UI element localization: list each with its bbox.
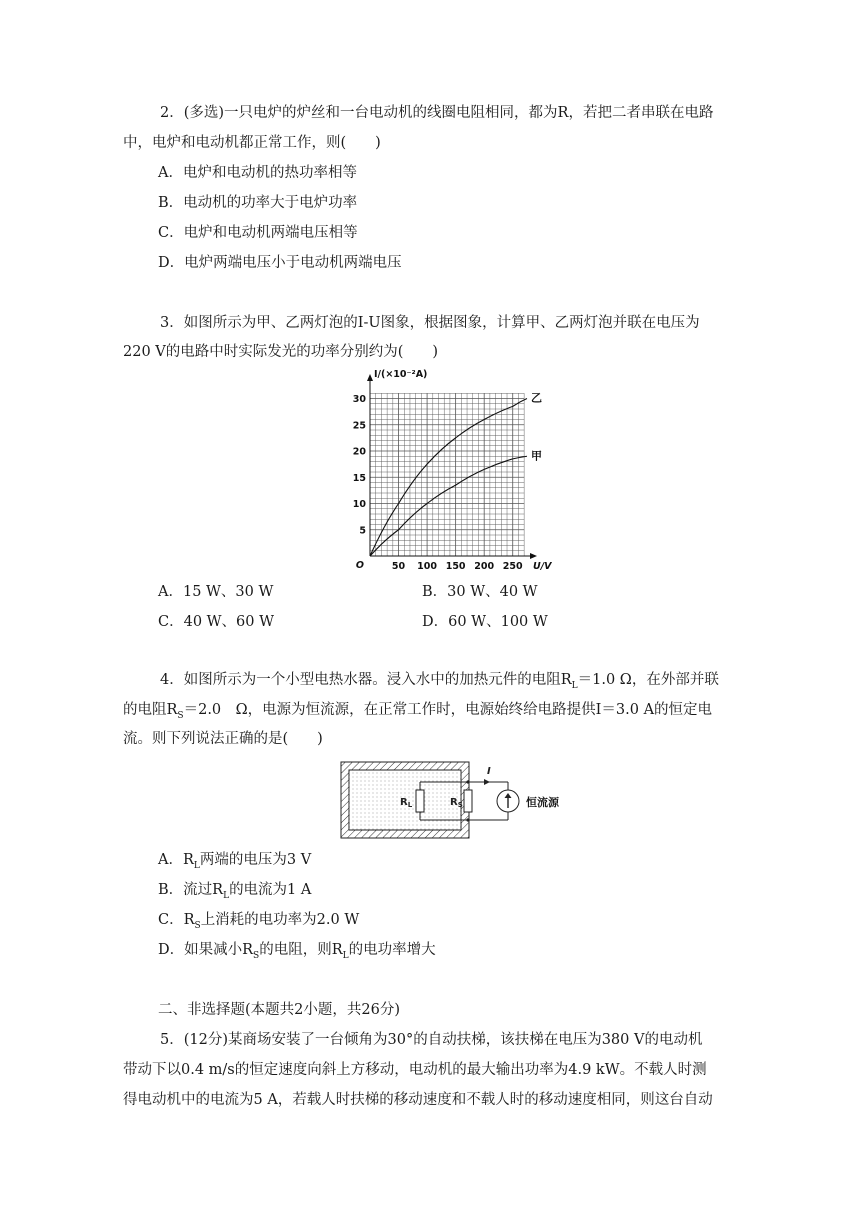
origin-label: O (355, 560, 364, 571)
q3-line1: 3．如图所示为甲、乙两灯泡的I-U图象，根据图象，计算甲、乙两灯泡并联在电压为 (160, 315, 700, 331)
chart-grid (370, 393, 524, 556)
q5-line3: 得电动机中的电流为5 A，若载人时扶梯的移动速度和不载人时的移动速度相同，则这台自动 (123, 1092, 713, 1108)
q2-option-a: A．电炉和电动机的热功率相等 (158, 165, 357, 181)
q5-line2: 带动下以0.4 m/s的恒定速度向斜上方移动，电动机的最大输出功率为4.9 kW。不载人时测 (123, 1062, 707, 1078)
water-heater-figure (340, 760, 559, 850)
q3-line2: 220 V的电路中时实际发光的功率分别约为( ) (123, 344, 439, 360)
resistor-rl (416, 790, 424, 812)
y-axis-label: I/(×10⁻²A) (374, 369, 428, 380)
y-tick-label: 15 (352, 472, 366, 484)
water-heater-svg (340, 760, 530, 850)
x-tick-label: 50 (391, 561, 406, 572)
q2-line2: 中，电炉和电动机都正常工作，则( ) (123, 135, 381, 151)
q4-option-b: B．流过$R_L$的电流为1 A (158, 882, 312, 901)
q3-option-c: C．40 W、60 W (158, 614, 275, 630)
q2-option-d: D．电炉两端电压小于电动机两端电压 (158, 255, 402, 271)
q4-option-a: A．$R_L$两端的电压为3 V (158, 852, 312, 871)
x-tick-label: 100 (417, 561, 438, 572)
q4-line3: 流。则下列说法正确的是( ) (123, 731, 323, 747)
q2-option-b: B．电动机的功率大于电炉功率 (158, 195, 358, 211)
series-label-1: 甲 (531, 449, 542, 463)
chart-axes (367, 374, 537, 559)
y-tick-label: 20 (352, 446, 366, 458)
q2-line1: 2．(多选)一只电炉的炉丝和一台电动机的线圈电阻相同，都为R，若把二者串联在电路 (160, 105, 714, 121)
y-tick-label: 25 (352, 420, 366, 432)
x-tick-label: 150 (445, 561, 466, 572)
series-label-0: 乙 (531, 391, 542, 405)
y-axis-arrow-icon (367, 374, 373, 381)
current-arrow-icon (484, 779, 490, 785)
q4-line2: 的电阻$R_S=2.0$ Ω，电源为恒流源，在正常工作时，电源始终给电路提供I＝3.0 A的恒定电 (123, 702, 713, 721)
y-tick-label: 10 (352, 499, 366, 510)
section-heading: 二、非选择题(本题共2小题，共26分) (158, 1002, 400, 1018)
q4-line1: 4．如图所示为一个小型电热水器。浸入水中的加热元件的电阻$R_L=1.0$ Ω，在外部并联 (160, 672, 719, 691)
source-label: 恒流源 (526, 796, 559, 809)
q3-option-a: A．15 W、30 W (158, 584, 274, 600)
y-tick-label: 5 (359, 525, 366, 537)
q4-option-c: C．$R_S$上消耗的电功率为2.0 W (158, 912, 360, 931)
q3-option-b: B．30 W、40 W (422, 584, 538, 600)
q4-option-d: D．如果减小$R_S$的电阻，则$R_L$的电功率增大 (158, 942, 436, 961)
x-axis-arrow-icon (530, 553, 537, 559)
q2-option-c: C．电炉和电动机两端电压相等 (158, 225, 358, 241)
q5-line1: 5．(12分)某商场安装了一台倾角为30°的自动扶梯，该扶梯在电压为380 V的电动机 (160, 1032, 703, 1048)
x-tick-label: 200 (474, 561, 495, 572)
q3-option-d: D．60 W、100 W (422, 614, 548, 630)
chart-labels (353, 369, 552, 572)
rs-label: $R_S$ (450, 797, 463, 809)
x-axis-label: U/V (533, 561, 552, 572)
rl-label: $R_L$ (400, 797, 413, 809)
resistor-rs (464, 790, 472, 812)
y-tick-label: 30 (352, 394, 366, 405)
current-label: I (487, 766, 491, 777)
series-line-1 (370, 456, 527, 556)
iu-chart-svg (352, 368, 552, 578)
x-tick-label: 250 (502, 561, 523, 572)
iu-chart (352, 368, 552, 578)
